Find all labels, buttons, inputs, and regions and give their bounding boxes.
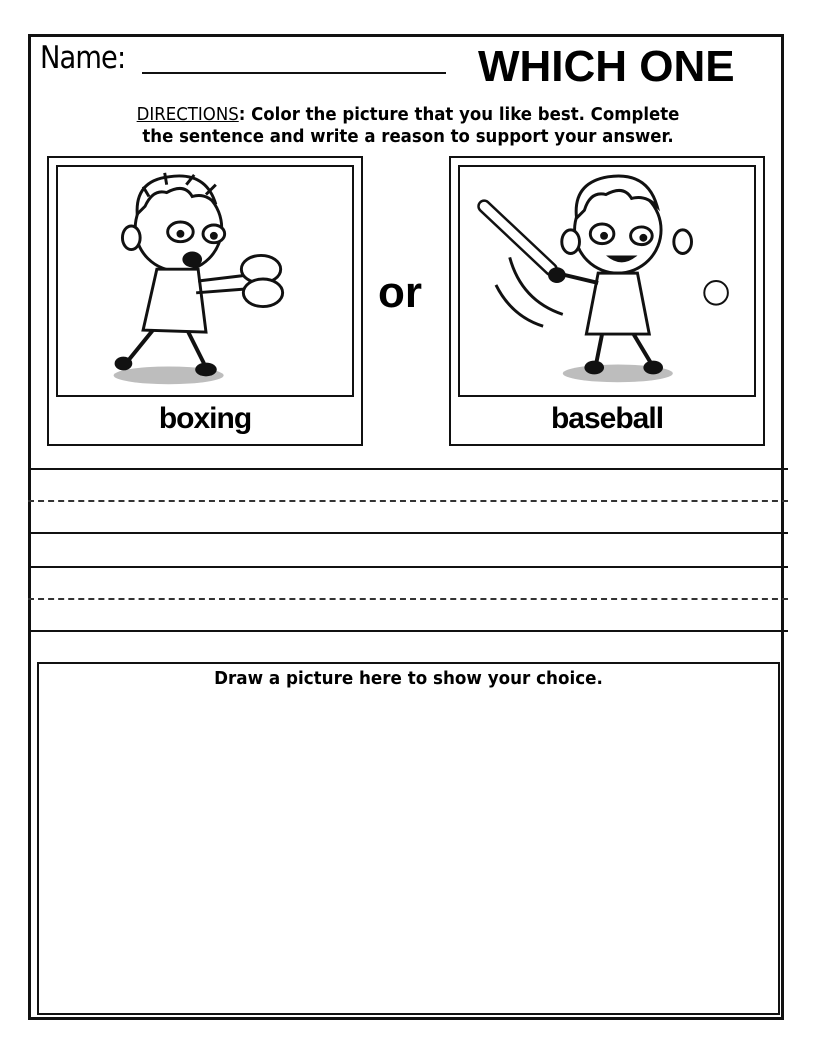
name-label: Name: <box>40 40 126 76</box>
sentence-writing-area[interactable] <box>28 466 788 636</box>
writing-line-top <box>28 468 788 470</box>
directions-line1: : Color the picture that you like best. Complete <box>238 104 680 125</box>
drawing-box[interactable] <box>37 662 780 1015</box>
directions-label: DIRECTIONS <box>136 104 239 125</box>
writing-line-top <box>28 566 788 568</box>
choice-card-baseball[interactable] <box>449 156 765 446</box>
directions <box>69 104 746 148</box>
boxing-picture[interactable] <box>56 165 354 397</box>
drawing-box-label: Draw a picture here to show your choice. <box>214 668 603 689</box>
or-separator: or <box>378 268 422 317</box>
worksheet-title: WHICH ONE <box>478 42 735 91</box>
baseball-picture[interactable] <box>458 165 756 397</box>
writing-line-mid <box>28 500 788 502</box>
writing-line-mid <box>28 598 788 600</box>
boy-baseball-icon <box>460 167 754 395</box>
writing-line-base <box>28 532 788 534</box>
choice-card-boxing[interactable] <box>47 156 363 446</box>
boy-boxing-icon <box>58 167 352 395</box>
writing-line-base <box>28 630 788 632</box>
choice-caption-boxing: boxing <box>158 402 252 435</box>
directions-line2: the sentence and write a reason to support your answer. <box>142 126 674 147</box>
name-write-line[interactable] <box>142 72 446 74</box>
choice-caption-baseball: baseball <box>550 402 664 435</box>
